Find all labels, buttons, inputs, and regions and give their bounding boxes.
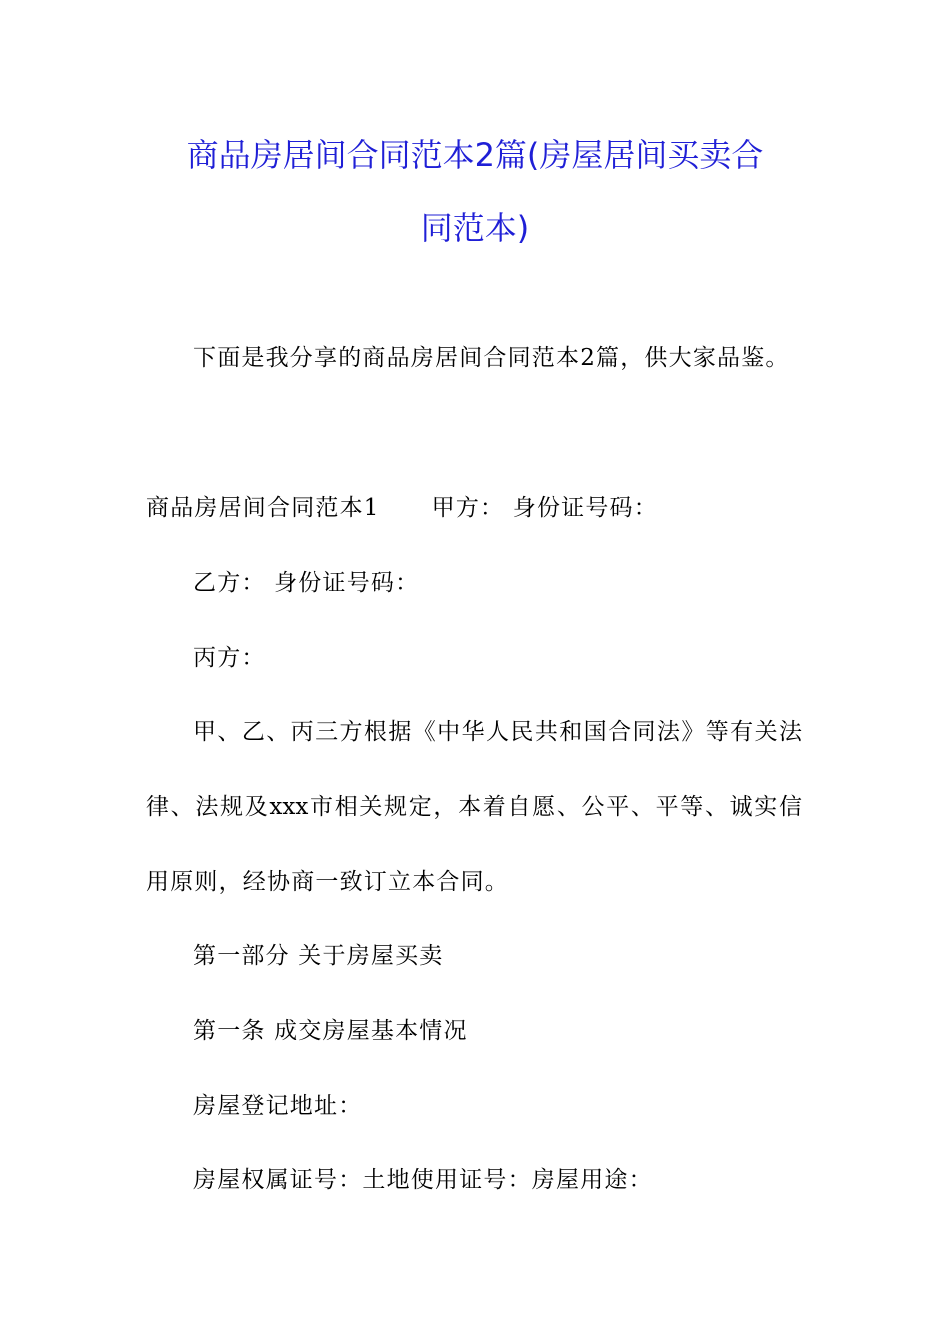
party-a-line: 甲方： 身份证号码： (431, 495, 658, 521)
preamble-line-2: 律、法规及xxx市相关规定，本着自愿、公平、平等、诚实信 (146, 794, 802, 820)
certificate-line: 房屋权属证号：土地使用证号：房屋用途： (193, 1167, 653, 1193)
section-1-heading: 商品房居间合同范本1 (146, 495, 380, 521)
party-c-line: 丙方： (193, 645, 266, 671)
article-1-heading: 第一条 成交房屋基本情况 (193, 1018, 468, 1044)
document-title-line-1: 商品房居间合同范本2篇(房屋居间买卖合 (186, 136, 764, 174)
preamble-line-3: 用原则，经协商一致订立本合同。 (146, 869, 509, 895)
party-b-line: 乙方： 身份证号码： (193, 570, 420, 596)
part-1-heading: 第一部分 关于房屋买卖 (193, 943, 444, 969)
preamble-line-1: 甲、乙、丙三方根据《中华人民共和国合同法》等有关法 (193, 719, 802, 745)
section-1-line (146, 493, 658, 523)
document-title-line-2: 同范本) (420, 209, 530, 247)
intro-paragraph: 下面是我分享的商品房居间合同范本2篇，供大家品鉴。 (193, 345, 790, 371)
registration-address-line: 房屋登记地址： (193, 1093, 363, 1119)
